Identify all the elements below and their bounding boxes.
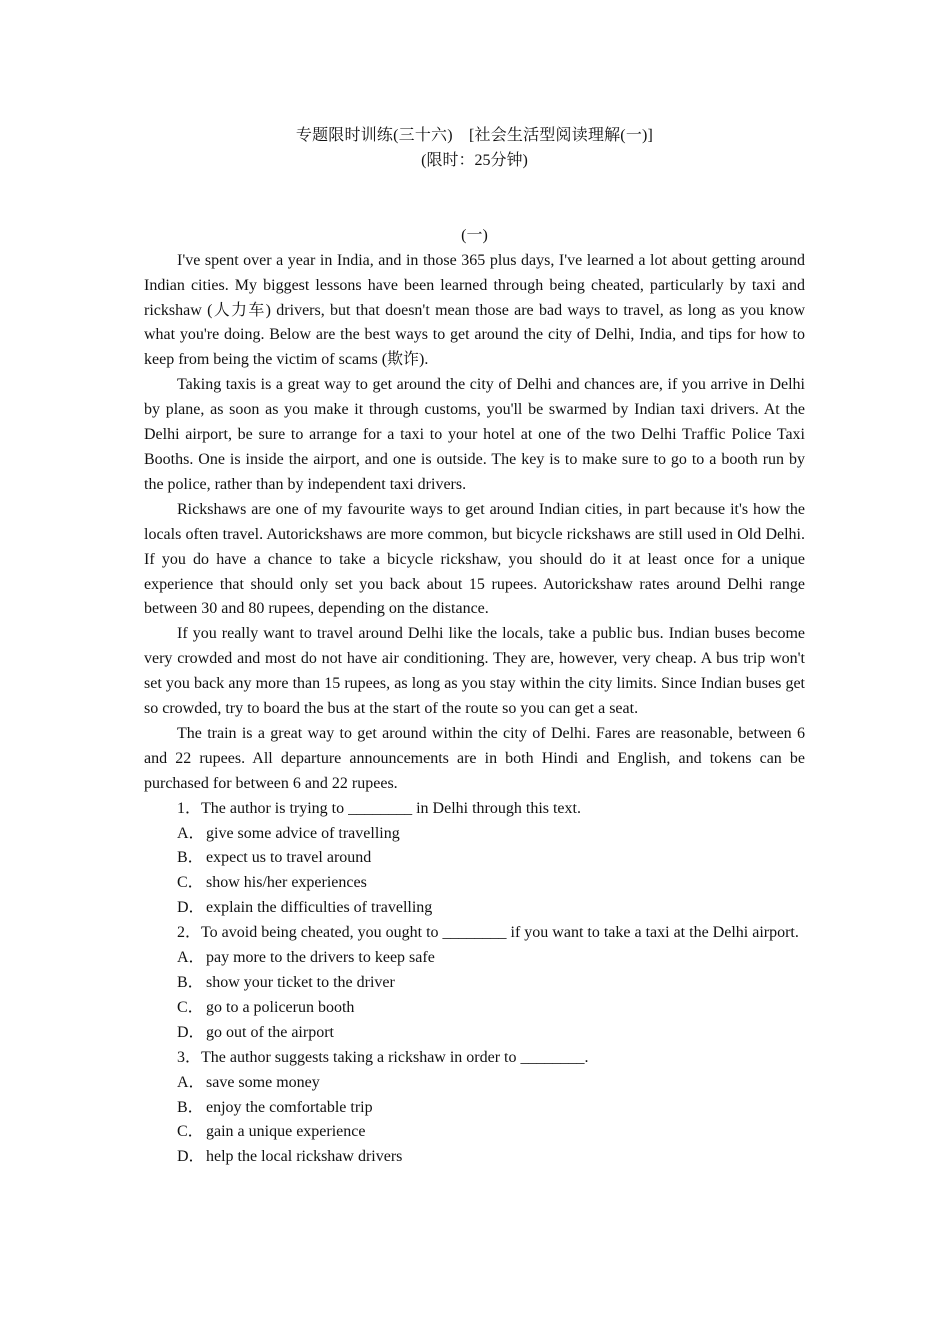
document-title: 专题限时训练(三十六) [社会生活型阅读理解(一)] [295,127,654,144]
option-text: gain a unique experience [206,1123,366,1141]
question-2 [144,921,805,1046]
passage-paragraph: The train is a great way to get around within the city of Delhi. Fares are reasonable, between 6 and 22 rupees. All departure announcements are in both Hindi and English, and tokens can be purchased for between 6 and 22 rupees. [144,724,805,792]
option-letter: C． [177,874,204,892]
question-text: The author is trying to ________ in Delhi through this text. [201,799,581,817]
option-text: help the local rickshaw drivers [206,1148,403,1166]
option-letter: D． [177,1023,205,1041]
option-letter: A． [177,1073,205,1091]
option-letter: B． [177,1098,204,1116]
option-text: pay more to the drivers to keep safe [206,949,435,967]
option-text: enjoy the comfortable trip [206,1098,373,1116]
question-number: 1． [177,799,202,817]
option-a [144,1071,805,1096]
option-letter: C． [177,1123,204,1141]
reading-passage [144,249,805,797]
document-page [144,124,805,1170]
question-text: To avoid being cheated, you ought to ________ if you want to take a taxi at the Delhi airport. [201,924,799,942]
option-text: go to a policerun booth [206,998,355,1016]
passage-paragraph: I've spent over a year in India, and in those 365 plus days, I've learned a lot about getting around Indian cities. My biggest lessons have been learned through being cheated, particularly by taxi and rickshaw (人力车) drivers, but that doesn't mean those are bad ways to travel, as long as you know what you're doing. Below are the best ways to get around the city of Delhi, India, and tips for how to keep from being the victim of scams (欺诈). [144,251,805,369]
section-label: (一) [461,226,488,244]
question-stem [144,797,805,822]
option-b [144,1096,805,1121]
option-c [144,996,805,1021]
option-text: expect us to travel around [206,849,372,867]
option-letter: A． [177,824,205,842]
option-a [144,822,805,847]
option-letter: A． [177,949,205,967]
option-text: go out of the airport [206,1023,334,1041]
question-number: 3． [177,1048,202,1066]
option-text: save some money [206,1073,320,1091]
question-number: 2． [177,924,202,942]
option-letter: B． [177,849,204,867]
passage-paragraph: Rickshaws are one of my favourite ways to get around Indian cities, in part because it's how the locals often travel. Autorickshaws are more common, but bicycle rickshaws are still used in Old Delhi. If you do have a chance to take a bicycle rickshaw, you should do it at least once for a unique experience that should only set you back about 15 rupees. Autorickshaw rates around Delhi range between 30 and 80 rupees, depending on the distance. [144,500,805,618]
option-d [144,1145,805,1170]
option-c [144,871,805,896]
option-text: show your ticket to the driver [206,974,395,991]
option-letter: B． [177,974,204,991]
passage-paragraph: If you really want to travel around Delhi like the locals, take a public bus. Indian buses become very crowded and most do not have air conditioning. They are, however, very cheap. A bus trip won't set you back any more than 15 rupees, as long as you stay within the city limits. Since Indian buses get so crowded, try to board the bus at the start of the route so you can get a seat. [144,625,805,718]
option-c [144,1120,805,1145]
option-letter: C． [177,998,204,1016]
option-d [144,896,805,921]
question-3 [144,1046,805,1171]
option-letter: D． [177,1148,205,1166]
option-b [144,971,805,996]
time-limit: (限时：25分钟) [421,151,528,169]
option-letter: D． [177,899,205,917]
option-a [144,946,805,971]
option-text: explain the difficulties of travelling [206,899,433,917]
question-1 [144,797,805,922]
option-b [144,846,805,871]
question-list [144,797,805,1171]
question-stem [144,1046,805,1071]
question-stem [144,921,805,946]
option-text: show his/her experiences [206,874,367,892]
question-text: The author suggests taking a rickshaw in order to ________. [201,1048,589,1066]
option-d [144,1021,805,1046]
passage-paragraph: Taking taxis is a great way to get around the city of Delhi and chances are, if you arrive in Delhi by plane, as soon as you make it through customs, you'll be swarmed by Indian taxi drivers. At the Delhi airport, be sure to arrange for a taxi to your hotel at one of the two Delhi Traffic Police Taxi Booths. One is inside the airport, and one is outside. The key is to make sure to go to a booth run by the police, rather than by independent taxi drivers. [144,376,805,493]
option-text: give some advice of travelling [206,824,400,842]
